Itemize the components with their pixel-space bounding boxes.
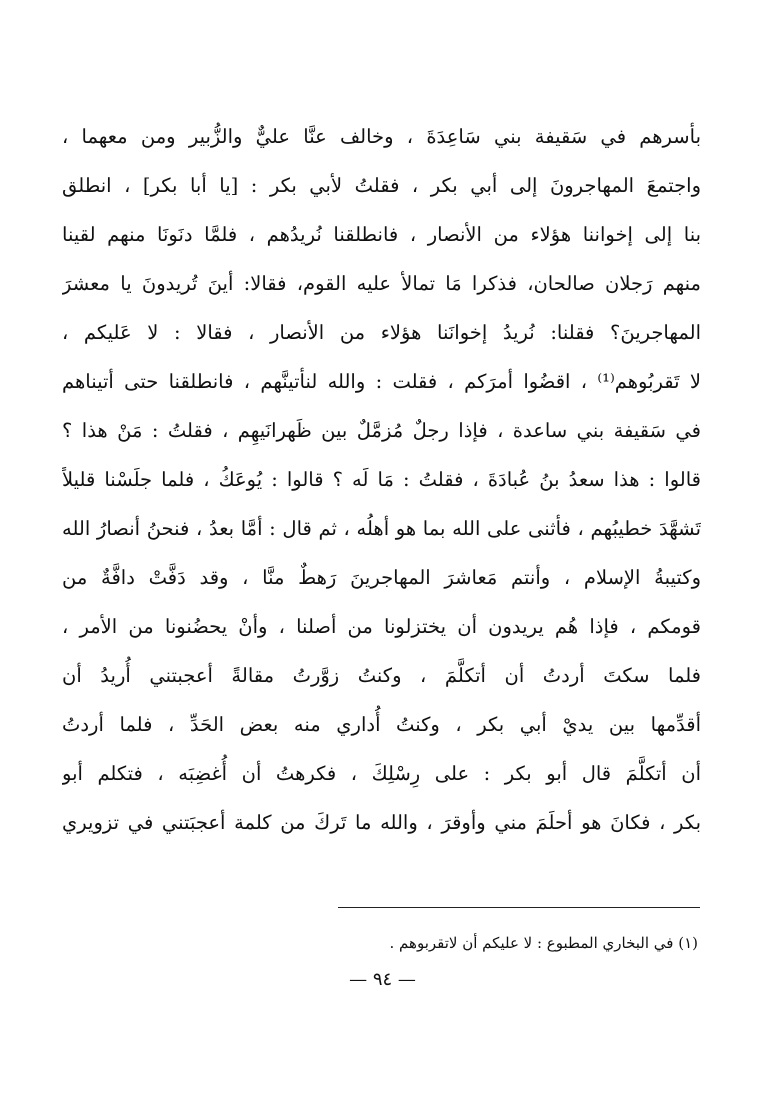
text-line-12: فلما سكتَ أردتُ أن أتكلَّمَ ، وكنتُ زوَّرتُ مقالةً أعجبتني أُريدُ أن bbox=[62, 664, 701, 687]
text-line-9: تَشهَّدَ خطيبُهم ، فأثنى على الله بما هو أهلُه ، ثم قال : أمَّا بعدُ ، فنحنُ أنصارُ الله bbox=[62, 517, 701, 540]
text-line-5: المهاجرينَ؟ فقلنا: نُريدُ إخوانَنا هؤلاء من الأنصار ، فقالا : لا عَليكم ، bbox=[62, 321, 701, 344]
footnote-divider bbox=[338, 907, 700, 908]
text-line-11: قومكم ، فإذا هُم يريدون أن يختزلونا من أصلنا ، وأنْ يحضُنونا من الأمر ، bbox=[62, 615, 701, 638]
text-line-15: بكر ، فكانَ هو أحلَمَ مني وأوقرَ ، والله ما تَركَ من كلمة أعجبَتني في تزويري bbox=[62, 811, 701, 834]
text-line-1: بأسرهم في سَقيفة بني سَاعِدَةَ ، وخالف عنَّا عليٌّ والزُّبير ومن معهما ، bbox=[62, 125, 701, 148]
text-line-13: أقدِّمها بين يديْ أبي بكر ، وكنتُ أُداري منه بعض الحَدِّ ، فلما أردتُ bbox=[62, 713, 701, 736]
text-line-6: لا تَقربُوهم⁽¹⁾ ، اقضُوا أمرَكم ، فقلت : والله لنأتينَّهم ، فانطلقنا حتى أتيناهم bbox=[62, 370, 701, 393]
text-line-4: منهم رَجلان صالحان، فذكرا مَا تمالأ عليه القوم، فقالا: أينَ تُريدونَ يا معشرَ bbox=[62, 272, 701, 295]
text-line-3: بنا إلى إخواننا هؤلاء من الأنصار ، فانطلقنا نُريدُهم ، فلمَّا دنَونَا منهم لقينا bbox=[62, 223, 701, 246]
text-line-7: في سَقيفة بني ساعدة ، فإذا رجلٌ مُزمَّلٌ بين ظَهرانَيهِم ، فقلتُ : مَنْ هذا ؟ bbox=[62, 419, 701, 442]
main-text-block bbox=[62, 112, 701, 847]
footnote: (١) في البخاري المطبوع : لا عليكم أن لاتقربوهم . bbox=[389, 934, 698, 952]
text-line-8: قالوا : هذا سعدُ بنُ عُبادَةَ ، فقلتُ : مَا لَه ؟ قالوا : يُوعَكُ ، فلما جلَسْنا قليلاً bbox=[62, 468, 701, 491]
text-line-14: أن أتكلَّمَ قال أبو بكر : على رِسْلِكَ ، فكرهتُ أن أُغضِبَه ، فتكلم أبو bbox=[62, 762, 701, 785]
text-line-2: واجتمعَ المهاجرونَ إلى أبي بكر ، فقلتُ لأبي بكر : [يا أبا بكر] ، انطلق bbox=[62, 174, 701, 197]
text-line-10: وكتيبةُ الإسلام ، وأنتم مَعاشرَ المهاجرينَ رَهطٌ منَّا ، وقد دَفَّتْ دافَّةٌ من bbox=[62, 566, 701, 589]
page-number: — ٩٤ — bbox=[349, 969, 416, 990]
